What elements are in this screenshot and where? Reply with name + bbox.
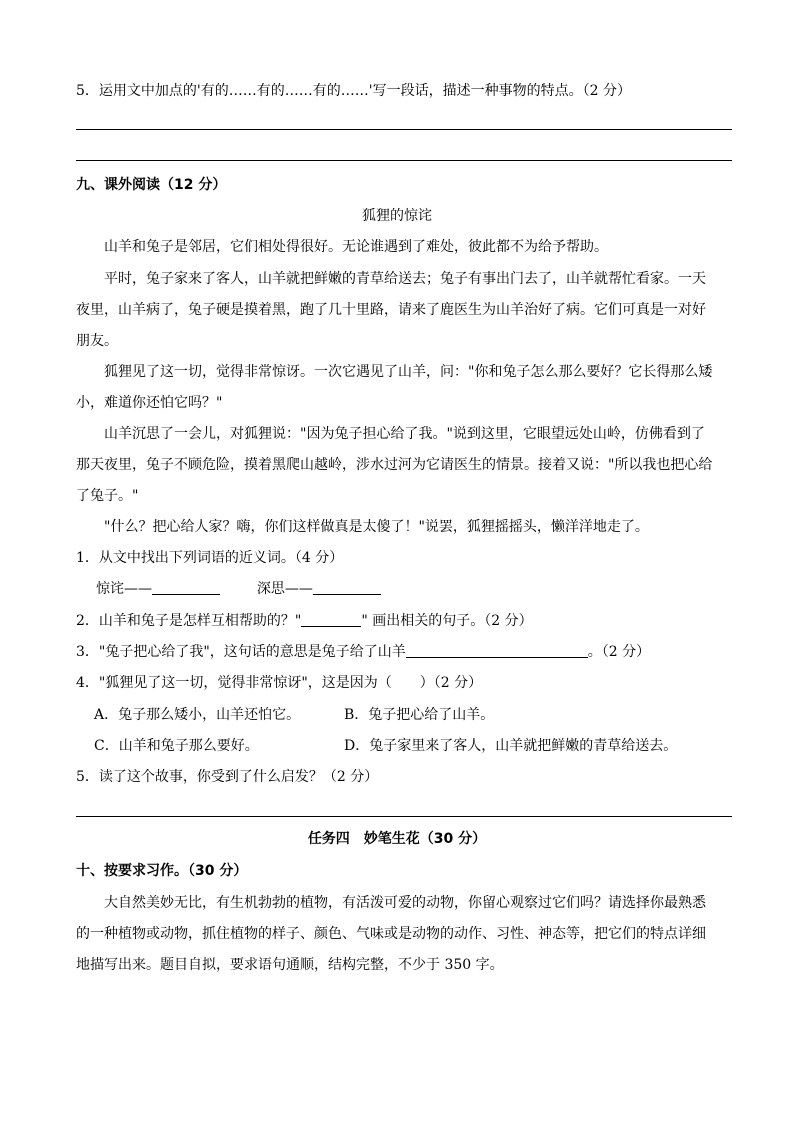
- writing-prompt: 大自然美妙无比，有生机勃勃的植物，有活泼可爱的动物，你留心观察过它们吗？请选择你最熟悉: [104, 895, 706, 911]
- story-paragraph: 山羊沉思了一会儿，对狐狸说："因为兔子担心给了我。"说到这里，它眼望远处山岭，仿佛看到了: [104, 426, 705, 442]
- story-paragraph: 平时，兔子家来了客人，山羊就把鲜嫩的青草给送去；兔子有事出门去了，山羊就帮忙看家。一天: [104, 271, 706, 287]
- story-paragraph: 了兔子。": [76, 488, 139, 504]
- story-paragraph: 夜里，山羊病了，兔子硬是摸着黑，跑了几十里路，请来了鹿医生为山羊治好了病。它们可真是一对好: [76, 302, 706, 318]
- answer-blank[interactable]: [406, 643, 588, 658]
- story-paragraph: 那天夜里，兔子不顾危险，摸着黑爬山越岭，涉水过河为它请医生的情景。接着又说："所以我也把心给: [76, 457, 713, 473]
- story-paragraph: 狐狸见了这一切，觉得非常惊讶。一次它遇见了山羊，问："你和兔子怎么那么要好？它长得那么矮: [104, 364, 713, 380]
- question-5-write-paragraph: 5．运用文中加点的'有的……有的……有的……'写一段话，描述一种事物的特点。（2 分）: [76, 83, 631, 99]
- task-4-heading: 任务四 妙笔生花（30 分）: [307, 831, 487, 847]
- option-c[interactable]: C．山羊和兔子那么要好。: [94, 738, 259, 754]
- story-paragraph: 小，难道你还怕它吗？": [76, 395, 223, 411]
- answer-line[interactable]: [76, 129, 732, 130]
- option-b[interactable]: B．兔子把心给了山羊。: [344, 707, 495, 723]
- underline-mark-sample: [301, 612, 361, 627]
- synonym-blank-2[interactable]: [313, 580, 381, 595]
- story-paragraph: 朋友。: [76, 333, 118, 349]
- synonym-word-1: 惊诧——: [96, 581, 152, 597]
- section-10-heading: 十、按要求习作。（30 分）: [76, 863, 248, 879]
- question-1: 1．从文中找出下列词语的近义词。（4 分）: [76, 550, 344, 566]
- option-d[interactable]: D．兔子家里来了客人，山羊就把鲜嫩的青草给送去。: [344, 738, 678, 754]
- question-4: 4．"狐狸见了这一切，觉得非常惊讶"，这是因为（ ）（2 分）: [76, 675, 483, 691]
- question-5: 5．读了这个故事，你受到了什么启发？（2 分）: [76, 769, 379, 785]
- question-2: 2．山羊和兔子是怎样互相帮助的？" " 画出相关的句子。（2 分）: [76, 613, 533, 629]
- writing-prompt: 地描写出来。题目自拟，要求语句通顺，结构完整，不少于 350 字。: [76, 957, 504, 973]
- story-title: 狐狸的惊诧: [362, 208, 432, 224]
- answer-line[interactable]: [76, 160, 732, 161]
- synonym-row: [96, 580, 381, 598]
- option-a[interactable]: A．兔子那么矮小，山羊还怕它。: [94, 707, 301, 723]
- synonym-blank-1[interactable]: [152, 580, 220, 595]
- synonym-word-2: 深思——: [256, 581, 313, 597]
- section-9-heading: 九、课外阅读（12 分）: [76, 177, 227, 193]
- answer-line[interactable]: [76, 816, 732, 817]
- story-paragraph: 山羊和兔子是邻居，它们相处得很好。无论谁遇到了难处，彼此都不为给予帮助。: [104, 239, 608, 255]
- writing-prompt: 的一种植物或动物，抓住植物的样子、颜色、气味或是动物的动作、习性、神态等，把它们的特点详细: [76, 926, 706, 942]
- question-3: 3．"兔子把心给了我"，这句话的意思是兔子给了山羊 。（2 分）: [76, 644, 651, 660]
- story-paragraph: "什么？把心给人家？嗨，你们这样做真是太傻了！"说罢，狐狸摇摇头，懒洋洋地走了。: [104, 519, 649, 535]
